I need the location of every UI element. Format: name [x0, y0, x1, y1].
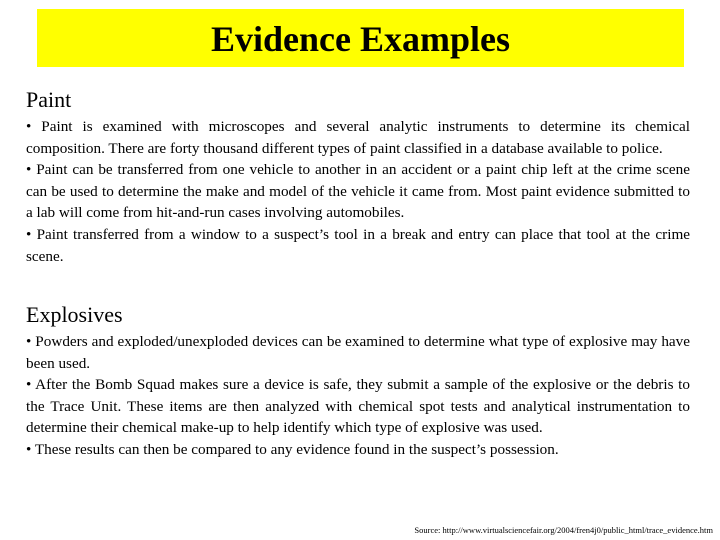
- slide-title: Evidence Examples: [210, 19, 510, 59]
- paint-bullet-1: • Paint is examined with microscopes and several analytic instruments to determine its chemical composition. There are forty thousand different types of paint classified in a database available to police.: [26, 118, 690, 157]
- explosives-section: [26, 302, 690, 461]
- paint-bullet-3: • Paint transferred from a window to a suspect’s tool in a break and entry can place that tool at the crime scene.: [26, 225, 690, 265]
- explosives-heading: Explosives: [26, 302, 123, 327]
- explosives-bullet-3: • These results can then be compared to any evidence found in the suspect’s possession.: [26, 440, 559, 458]
- source-citation: Source: http://www.virtualsciencefair.org/2004/fren4j0/public_html/trace_evidence.htm: [414, 525, 713, 535]
- paint-section: [26, 87, 690, 267]
- title-banner: [37, 9, 684, 67]
- paint-bullet-2: • Paint can be transferred from one vehicle to another in an accident or a paint chip left at the crime scene can be used to determine the make and model of the vehicle it came from. Most paint evidence submitted to a lab will come from hit-and-run cases involving automobiles.: [26, 161, 690, 222]
- paint-heading: Paint: [26, 87, 72, 112]
- explosives-bullet-2: • After the Bomb Squad makes sure a device is safe, they submit a sample of the explosive or the debris to the Trace Unit. These items are then analyzed with chemical spot tests and analytical instrumentation to determine their chemical make-up to help identify which type of explosive was used.: [26, 376, 690, 437]
- explosives-bullet-1: • Powders and exploded/unexploded devices can be examined to determine what type of explosive may have been used.: [26, 333, 690, 372]
